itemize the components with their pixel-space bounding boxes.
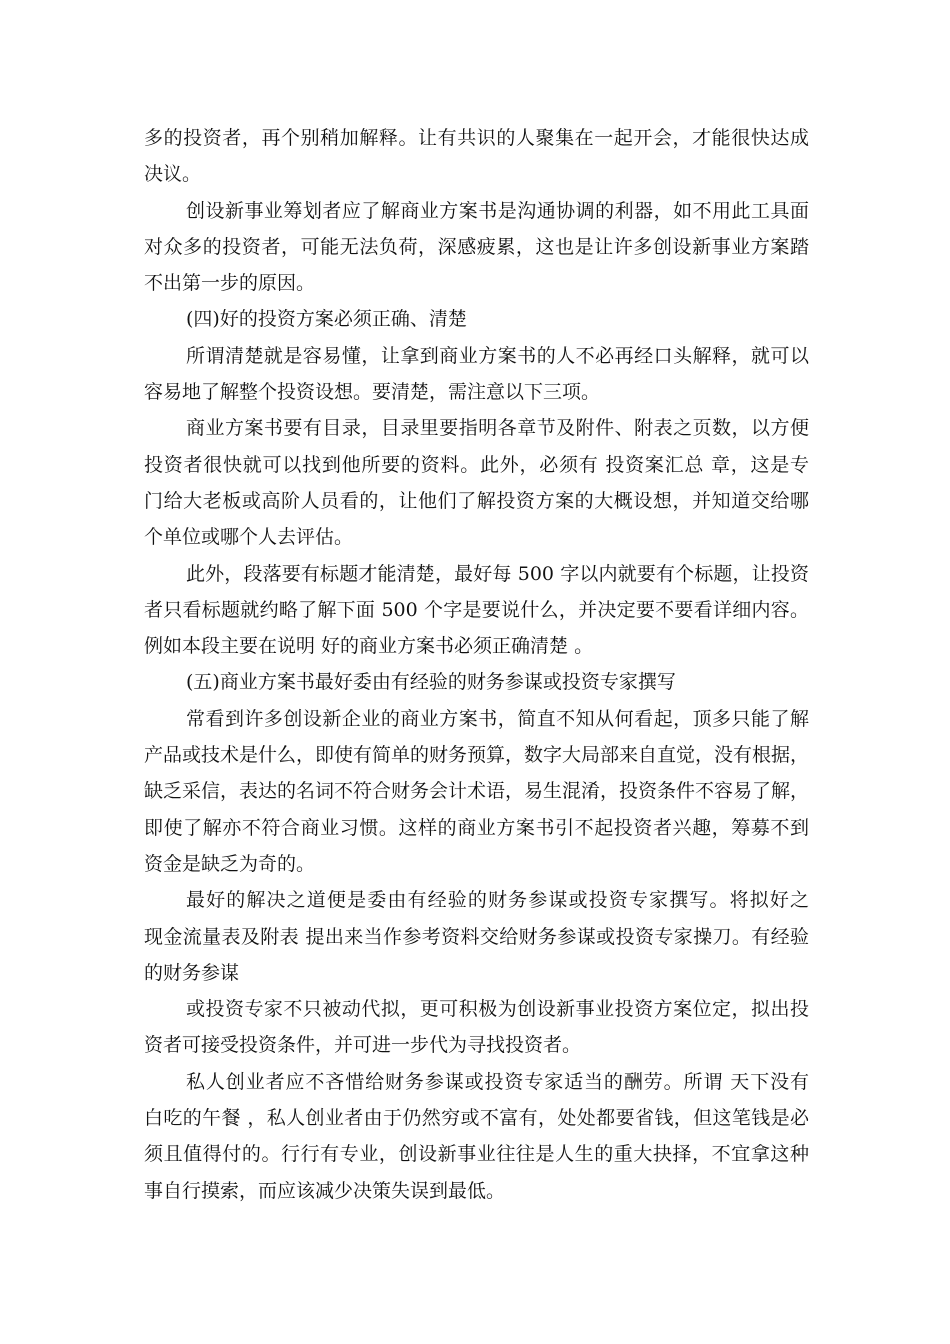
text-line: 资者可接受投资条件，并可进一步代为寻找投资者。 bbox=[144, 1034, 582, 1057]
text-line: 决议。 bbox=[144, 163, 202, 186]
text-line: 即使了解亦不符合商业习惯。这样的商业方案书引不起投资者兴趣，筹募不到 bbox=[144, 816, 809, 839]
text-line: 最好的解决之道便是委由有经验的财务参谋或投资专家撰写。将拟好之 bbox=[186, 889, 809, 912]
text-line: 事自行摸索，而应该减少决策失误到最低。 bbox=[144, 1179, 506, 1202]
text-line: 私人创业者应不吝惜给财务参谋或投资专家适当的酬劳。所谓 天下没有 bbox=[186, 1070, 809, 1093]
section-heading: (五)商业方案书最好委由有经验的财务参谋或投资专家撰写 bbox=[186, 671, 676, 694]
text-line: 现金流量表及附表 提出来当作参考资料交给财务参谋或投资专家操刀。有经验 bbox=[144, 925, 809, 948]
text-line: 个单位或哪个人去评估。 bbox=[144, 526, 354, 549]
text-line: 创设新事业筹划者应了解商业方案书是沟通协调的利器，如不用此工具面 bbox=[186, 199, 809, 222]
document-body bbox=[144, 120, 809, 1209]
text-line: 此外，段落要有标题才能清楚，最好每 500 字以内就要有个标题，让投资 bbox=[186, 562, 809, 585]
text-line: 资金是缺乏为奇的。 bbox=[144, 852, 316, 875]
text-line: 投资者很快就可以找到他所要的资料。此外，必须有 投资案汇总 章，这是专 bbox=[144, 453, 809, 476]
text-line: 缺乏采信，表达的名词不符合财务会计术语，易生混淆，投资条件不容易了解， bbox=[144, 780, 810, 803]
text-line: 商业方案书要有目录，目录里要指明各章节及附件、附表之页数，以方便 bbox=[186, 417, 809, 440]
text-line: 的财务参谋 bbox=[144, 961, 240, 984]
section-heading: (四)好的投资方案必须正确、清楚 bbox=[186, 308, 467, 331]
text-line: 门给大老板或高阶人员看的，让他们了解投资方案的大概设想，并知道交给哪 bbox=[144, 489, 809, 512]
text-line: 或投资专家不只被动代拟，更可积极为创设新事业投资方案位定，拟出投 bbox=[186, 998, 809, 1021]
text-line: 所谓清楚就是容易懂，让拿到商业方案书的人不必再经口头解释，就可以 bbox=[186, 344, 809, 367]
text-line: 对众多的投资者，可能无法负荷，深感疲累，这也是让许多创设新事业方案踏 bbox=[144, 235, 809, 258]
text-line: 容易地了解整个投资设想。要清楚，需注意以下三项。 bbox=[144, 381, 601, 404]
text-line: 常看到许多创设新企业的商业方案书，简直不知从何看起，顶多只能了解 bbox=[186, 707, 809, 730]
text-line: 产品或技术是什么，即使有简单的财务预算，数字大局部来自直觉，没有根据， bbox=[144, 744, 810, 767]
text-line: 例如本段主要在说明 好的商业方案书必须正确清楚 。 bbox=[144, 635, 594, 658]
text-line: 须且值得付的。行行有专业，创设新事业往往是人生的重大抉择，不宜拿这种 bbox=[144, 1143, 809, 1166]
text-line: 白吃的午餐 ，私人创业者由于仍然穷或不富有，处处都要省钱，但这笔钱是必 bbox=[144, 1107, 809, 1130]
text-line: 多的投资者，再个别稍加解释。让有共识的人聚集在一起开会，才能很快达成 bbox=[144, 127, 809, 149]
text-line: 者只看标题就约略了解下面 500 个字是要说什么，并决定要不要看详细内容。 bbox=[144, 598, 809, 621]
text-line: 不出第一步的原因。 bbox=[144, 272, 316, 295]
